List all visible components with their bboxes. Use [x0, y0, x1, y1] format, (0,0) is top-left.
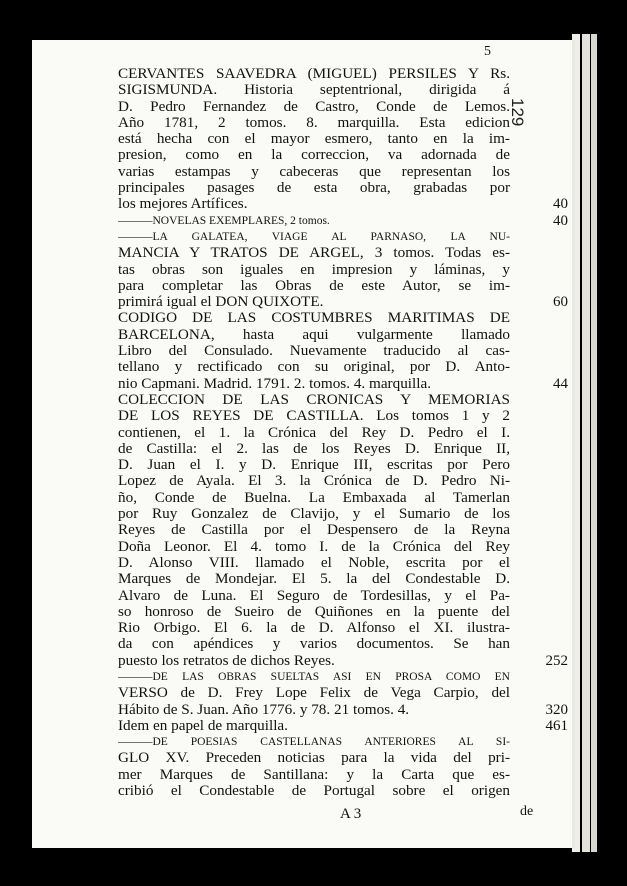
text-line: ño, Conde de Buelna. La Embaxada al Tamerlan [118, 489, 510, 506]
text-line: ———LA GALATEA, VIAGE AL PARNASO, LA NU- [118, 230, 510, 243]
text-line: primirá igual el DON QUIXOTE. [118, 294, 324, 311]
text-line: CODIGO DE LAS COSTUMBRES MARITIMAS DE [118, 310, 510, 327]
text-line: contienen, el 1. la Crónica del Rey D. Pedro el I. [118, 424, 510, 441]
margin-handwritten-note: 129 [508, 98, 527, 127]
text-line: Reyes de Castilla por el Despensero de la Reyna [118, 522, 510, 539]
catalog-text [118, 66, 510, 799]
page-edge [591, 34, 597, 852]
text-line: Hábito de S. Juan. Año 1776. y 78. 21 tomos. 4. [118, 701, 410, 718]
price-value: 252 [545, 652, 568, 669]
text-line: presion, como en la correccion, va adornada de [118, 147, 510, 164]
text-line: Libro del Consulado. Nuevamente traducido al cas- [118, 343, 510, 360]
text-line: DE LOS REYES DE CASTILLA. Los tomos 1 y 2 [118, 408, 510, 425]
catchword: de [520, 804, 534, 819]
price-value: 40 [553, 212, 568, 229]
text-line: ———NOVELAS EXEMPLARES, 2 tomos. [118, 214, 330, 227]
text-line: D. Pedro Fernandez de Castro, Conde de Lemos. [118, 98, 510, 115]
text-line: Año 1781, 2 tomos. 8. marquilla. Esta edicion [118, 114, 510, 131]
text-line: cribió el Condestable de Portugal sobre el origen [118, 783, 510, 800]
price-value: 44 [553, 375, 568, 392]
text-line: tellano y rectificado con su original, por D. Anto- [118, 359, 510, 376]
folio-number: 5 [484, 44, 491, 59]
text-line: ———DE POESIAS CASTELLANAS ANTERIORES AL SI- [118, 736, 510, 749]
price-value: 40 [553, 196, 568, 213]
text-line: SIGISMUNDA. Historia septentrional, dirigida á [118, 82, 510, 99]
signature-mark: A 3 [340, 806, 362, 822]
price-value: 60 [553, 294, 568, 311]
text-line: está hecha con el mayor esmero, tanto en la im- [118, 131, 510, 148]
text-line: da con apéndices y varios documentos. Se han [118, 636, 510, 653]
text-line: tas obras son iguales en impresion y láminas, y [118, 261, 510, 278]
price-value: 461 [545, 718, 568, 734]
text-line: Marques de Mondejar. El 5. la del Condestable D. [118, 571, 510, 588]
text-line: Idem en papel de marquilla. [118, 717, 288, 734]
text-line: GLO XV. Preceden noticias para la vida del pri- [118, 750, 510, 767]
text-line: principales pasages de esta obra, grabadas por [118, 180, 510, 197]
text-line: por Ruy Gonzalez de Clavijo, y el Sumario de los [118, 506, 510, 523]
text-line: los mejores Artífices. [118, 196, 248, 213]
text-line: CERVANTES SAAVEDRA (MIGUEL) PERSILES Y Rs. [118, 66, 510, 82]
text-line: Alvaro de Luna. El Seguro de Tordesillas, y el Pa- [118, 587, 510, 604]
text-line: VERSO de D. Frey Lope Felix de Vega Carpio, del [118, 685, 510, 702]
price-value: 320 [545, 701, 568, 718]
text-line: de Castilla: el 2. las de los Reyes D. Enrique II, [118, 440, 510, 457]
text-line: D. Alonso VIII. llamado el Noble, escrita por el [118, 554, 510, 571]
page-edge [582, 34, 590, 852]
text-line: MANCIA Y TRATOS DE ARGEL, 3 tomos. Todas es- [118, 245, 510, 262]
text-line: COLECCION DE LAS CRONICAS Y MEMORIAS [118, 391, 510, 408]
text-line: D. Juan el I. y D. Enrique III, escritas por Pero [118, 457, 510, 474]
text-line: ———DE LAS OBRAS SUELTAS ASI EN PROSA COMO EN [118, 670, 510, 683]
text-line: Lopez de Ayala. El 3. la Crónica de D. Pedro Ni- [118, 473, 510, 490]
text-line: nio Capmani. Madrid. 1791. 2. tomos. 4. marquilla. [118, 375, 431, 392]
text-line: puesto los retratos de dichos Reyes. [118, 652, 335, 669]
text-line: BARCELONA, hasta aqui vulgarmente llamado [118, 326, 510, 343]
text-line: Doña Leonor. El 4. tomo I. de la Crónica del Rey [118, 538, 510, 555]
text-line: mer Marques de Santillana: y la Carta que es- [118, 766, 510, 783]
text-line: Rio Orbigo. El 6. la de D. Alfonso el XI. ilustra- [118, 620, 510, 637]
text-line: so honroso de Sueiro de Quiñones en la puente del [118, 603, 510, 620]
text-line: para completar las Obras de este Autor, se im- [118, 277, 510, 294]
text-line: varias estampas y cabeceras que representan los [118, 163, 510, 180]
